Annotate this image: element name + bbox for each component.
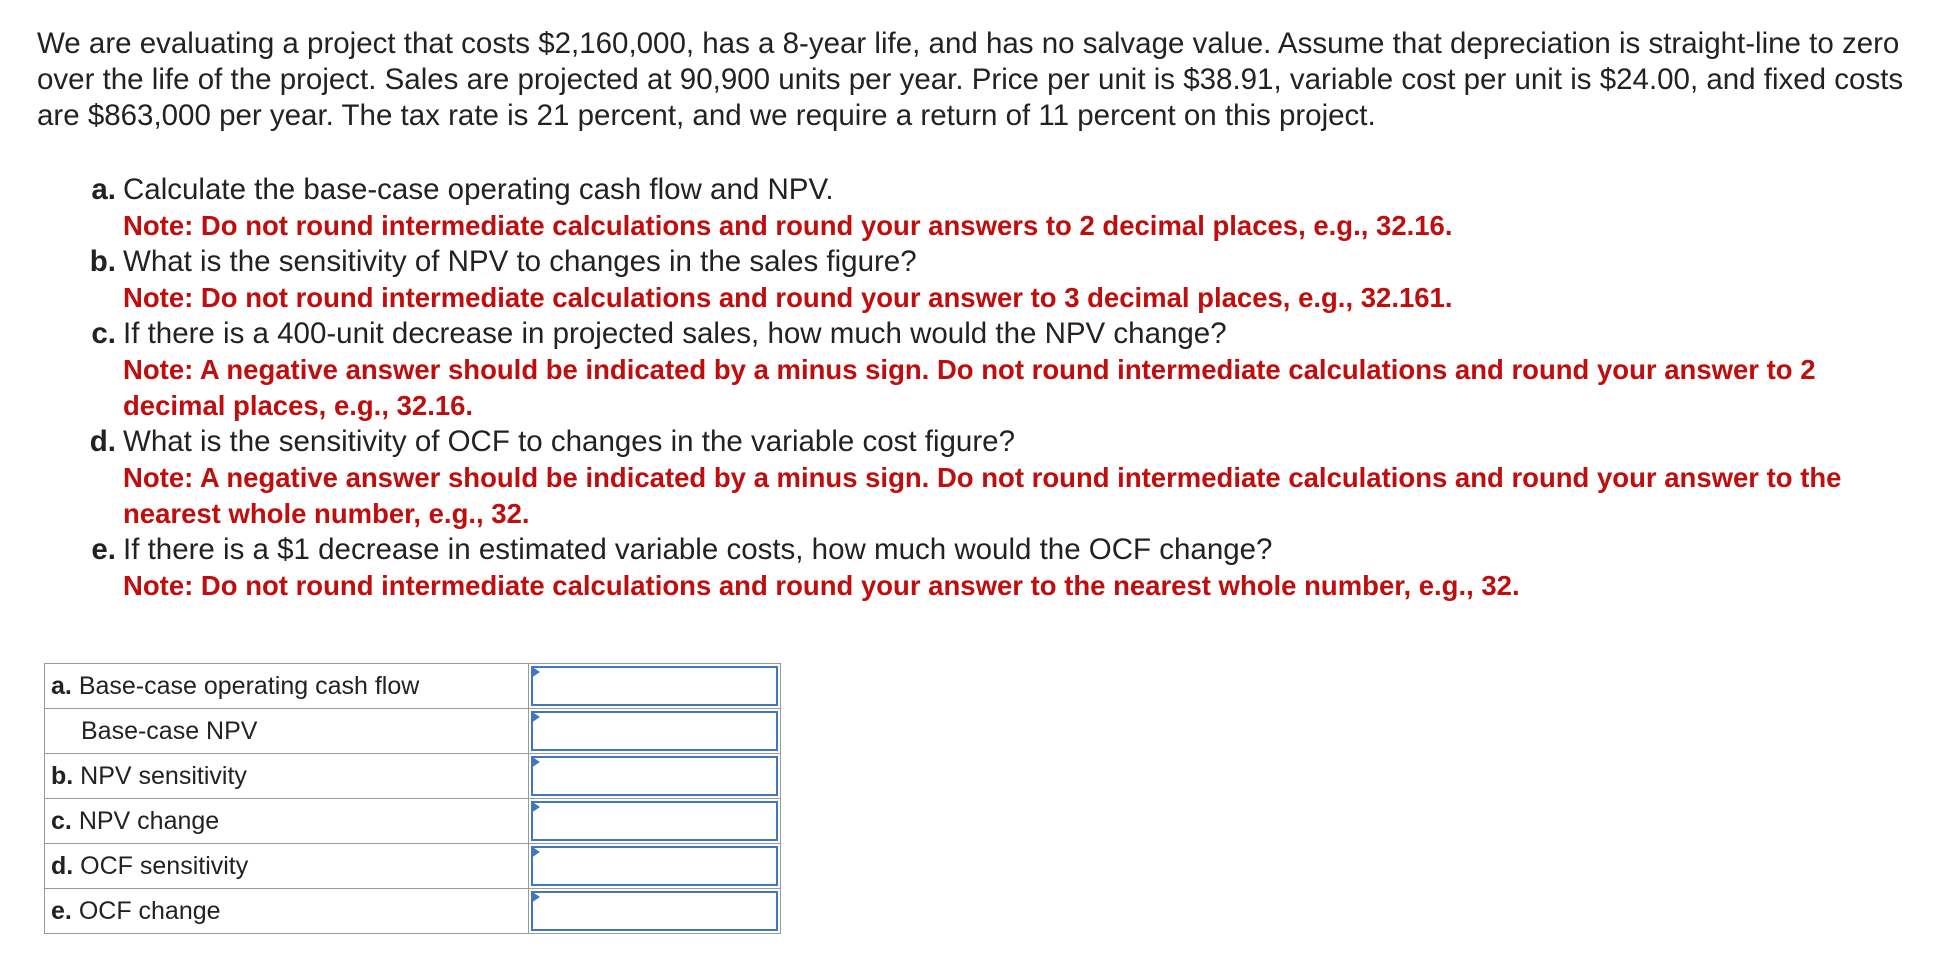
answer-cell (529, 844, 781, 889)
table-row (45, 844, 781, 889)
answer-label (45, 754, 529, 799)
row-label: NPV sensitivity (80, 762, 247, 790)
row-label: Base-case operating cash flow (78, 672, 420, 700)
question-note: Note: Do not round intermediate calculations and round your answer to the nearest whole number, e.g., 32. (123, 570, 1520, 601)
question-letter: d. (89, 425, 116, 458)
answer-label (45, 889, 529, 934)
answer-table (44, 663, 781, 934)
row-label: OCF change (78, 897, 221, 925)
row-letter: d. (51, 852, 74, 880)
npv-change-input[interactable] (531, 801, 778, 841)
answer-label (45, 799, 529, 844)
row-letter: c. (51, 807, 72, 835)
question-text: What is the sensitivity of NPV to changes in the sales figure? (123, 245, 917, 278)
base-case-ocf-input[interactable] (531, 666, 778, 706)
ocf-change-input[interactable] (531, 891, 778, 931)
table-row (45, 754, 781, 799)
row-letter: e. (51, 897, 72, 925)
question-e (82, 532, 1927, 604)
triangle-flag-icon (531, 846, 540, 858)
table-row (45, 799, 781, 844)
question-d (82, 424, 1927, 532)
question-letter: c. (91, 317, 116, 350)
answer-label (45, 664, 529, 709)
question-letter: a. (91, 173, 116, 206)
question-note: Note: Do not round intermediate calculations and round your answers to 2 decimal places, e.g., 32.16. (123, 210, 1453, 241)
row-label: OCF sensitivity (80, 852, 249, 880)
triangle-flag-icon (531, 756, 540, 768)
problem-page (37, 26, 1927, 604)
question-text: Calculate the base-case operating cash flow and NPV. (123, 173, 834, 206)
triangle-flag-icon (531, 666, 540, 678)
answer-cell (529, 799, 781, 844)
answer-label (45, 844, 529, 889)
question-b (82, 244, 1927, 316)
question-text: If there is a 400-unit decrease in projected sales, how much would the NPV change? (123, 317, 1227, 350)
row-label: Base-case NPV (81, 717, 258, 745)
base-case-npv-input[interactable] (531, 711, 778, 751)
problem-intro: We are evaluating a project that costs $2,160,000, has a 8-year life, and has no salvage value. Assume that depreciation is straight-line to zero over the life of the project. Sales are projected at 90,900 units per year. Price per unit is $38.91, variable cost per unit is $24.00, and fixed costs are $863,000 per year. The tax rate is 21 percent, and we require a return of 11 percent on this project. (37, 27, 1904, 132)
question-letter: e. (91, 533, 116, 566)
table-row (45, 889, 781, 934)
answer-cell (529, 664, 781, 709)
question-text: What is the sensitivity of OCF to changes in the variable cost figure? (123, 425, 1015, 458)
question-text: If there is a $1 decrease in estimated variable costs, how much would the OCF change? (123, 533, 1273, 566)
table-row (45, 664, 781, 709)
answer-cell (529, 709, 781, 754)
question-note: Note: A negative answer should be indicated by a minus sign. Do not round intermediate calculations and round your answer to the nearest whole number, e.g., 32. (123, 462, 1842, 529)
question-letter: b. (89, 245, 116, 278)
answer-label (45, 709, 529, 754)
npv-sensitivity-input[interactable] (531, 756, 778, 796)
triangle-flag-icon (531, 801, 540, 813)
table-row (45, 709, 781, 754)
question-list (82, 172, 1927, 604)
question-c (82, 316, 1927, 424)
question-note: Note: A negative answer should be indicated by a minus sign. Do not round intermediate calculations and round your answer to 2 decimal places, e.g., 32.16. (123, 354, 1816, 421)
ocf-sensitivity-input[interactable] (531, 846, 778, 886)
answer-cell (529, 889, 781, 934)
question-a (82, 172, 1927, 244)
question-note: Note: Do not round intermediate calculations and round your answer to 3 decimal places, e.g., 32.161. (123, 282, 1453, 313)
triangle-flag-icon (531, 711, 540, 723)
row-letter: b. (51, 762, 74, 790)
row-letter: a. (51, 672, 72, 700)
answer-cell (529, 754, 781, 799)
triangle-flag-icon (531, 891, 540, 903)
row-label: NPV change (78, 807, 220, 835)
